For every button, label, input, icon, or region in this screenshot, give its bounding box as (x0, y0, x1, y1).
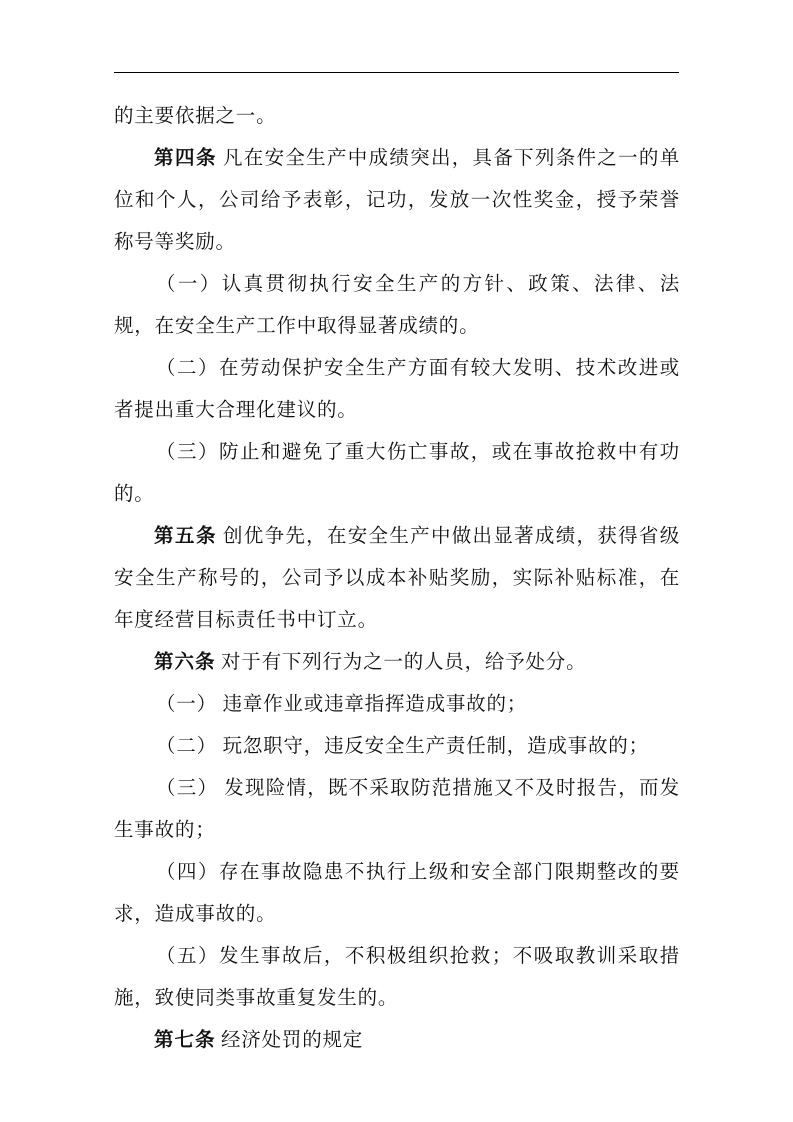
paragraph-text: （一）认真贯彻执行安全生产的方针、政策、法律、法规，在安全生产工作中取得显著成绩的。 (114, 274, 680, 337)
paragraph-article-6-item-2 (114, 726, 680, 768)
paragraph-text: 的主要依据之一。 (114, 106, 277, 127)
paragraph-text: 对于有下列行为之一的人员，给予处分。 (221, 652, 587, 673)
article-label: 第五条 (154, 526, 217, 547)
paragraph-article-6 (114, 642, 680, 684)
header-divider (114, 72, 679, 73)
paragraph-text: （三）防止和避免了重大伤亡事故，或在事故抢救中有功的。 (114, 442, 680, 505)
paragraph-text: 创优争先，在安全生产中做出显著成绩，获得省级安全生产称号的，公司予以成本补贴奖励，实际补贴标准，在年度经营目标责任书中订立。 (114, 526, 680, 631)
paragraph-text: （四）存在事故隐患不执行上级和安全部门限期整改的要求，造成事故的。 (114, 862, 680, 925)
paragraph-article-4 (114, 138, 680, 264)
paragraph-text: （三） 发现险情，既不采取防范措施又不及时报告，而发生事故的； (114, 778, 680, 841)
paragraph-article-6-item-4 (114, 852, 680, 936)
paragraph-text: （五）发生事故后，不积极组织抢救；不吸取教训采取措施，致使同类事故重复发生的。 (114, 946, 680, 1009)
paragraph-text: 经济处罚的规定 (221, 1030, 364, 1051)
article-label: 第四条 (154, 148, 217, 169)
paragraph-article-4-item-3 (114, 432, 680, 516)
paragraph-article-6-item-3 (114, 768, 680, 852)
article-label: 第六条 (154, 652, 216, 673)
paragraph-article-4-item-2 (114, 348, 680, 432)
paragraph-text: （二）在劳动保护安全生产方面有较大发明、技术改进或者提出重大合理化建议的。 (114, 358, 680, 421)
paragraph-article-5 (114, 516, 680, 642)
paragraph-text: 凡在安全生产中成绩突出，具备下列条件之一的单位和个人，公司给予表彰，记功，发放一次性奖金，授予荣誉称号等奖励。 (114, 148, 680, 253)
document-body (114, 96, 680, 1062)
paragraph-continuation (114, 96, 680, 138)
paragraph-article-6-item-1 (114, 684, 680, 726)
paragraph-text: （二） 玩忽职守，违反安全生产责任制，造成事故的； (156, 736, 649, 757)
paragraph-article-7 (114, 1020, 680, 1062)
paragraph-article-4-item-1 (114, 264, 680, 348)
paragraph-article-6-item-5 (114, 936, 680, 1020)
paragraph-text: （一） 违章作业或违章指挥造成事故的； (156, 694, 528, 715)
article-label: 第七条 (154, 1030, 216, 1051)
